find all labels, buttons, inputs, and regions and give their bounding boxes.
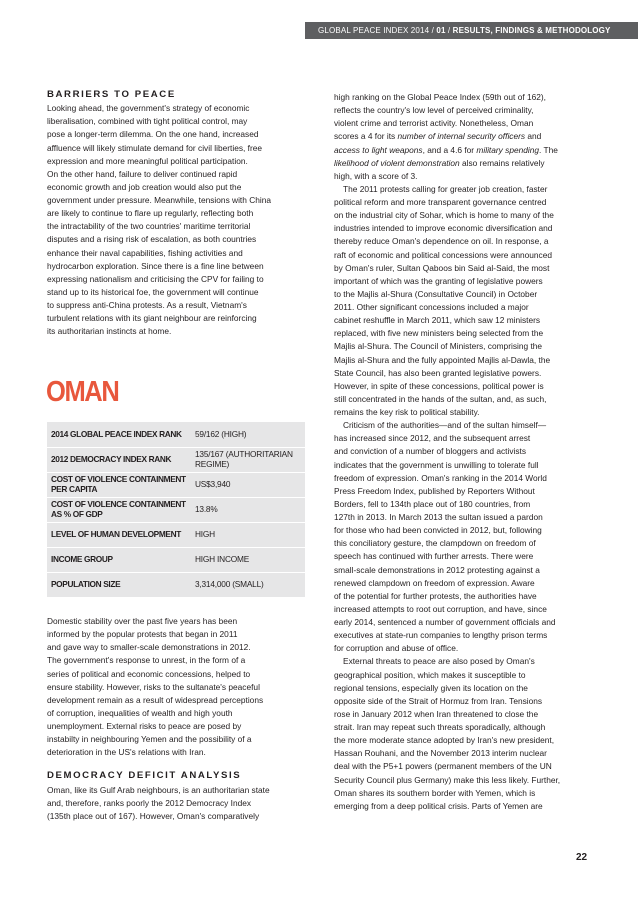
stat-value-line: HIGH <box>195 528 215 539</box>
text-line: reflects the country's low level of perceived criminality, <box>334 105 534 116</box>
stat-label-line: 2012 DEMOCRACY INDEX RANK <box>51 453 172 464</box>
stability-body <box>47 615 305 759</box>
text-line: the intractability of the two countries' maritime territorial <box>47 221 251 232</box>
text-line: thereby reduce Oman's dependence on oil. In response, a <box>334 236 549 247</box>
text-span: scores a 4 for its <box>334 131 398 142</box>
text-line: has increased since 2012, and the subsequent arrest <box>334 433 531 444</box>
text-line: Security Council plus Germany) make this less likely. Further, <box>334 774 561 785</box>
text-line: remains the key risk to political stability. <box>334 407 480 417</box>
text-line: turbulent relations with its giant neighbour are reinforcing <box>47 313 257 324</box>
text-line: violent crime and terrorist activity. Nonetheless, Oman <box>334 118 534 129</box>
country-stats-table <box>47 422 305 597</box>
text-line: External threats to peace are also posed by Oman's <box>343 656 535 667</box>
text-line: its authoritarian instincts at home. <box>47 326 172 337</box>
text-line: indicates that the government is unwilling to tolerate full <box>334 459 539 470</box>
header-separator: / <box>429 26 437 35</box>
stat-label <box>47 472 191 497</box>
stat-label-line: LEVEL OF HUMAN DEVELOPMENT <box>51 528 181 539</box>
text-line: emerging from a deep political crisis. Parts of Yemen are <box>334 800 543 811</box>
text-line: industries intended to improve economic diversification and <box>334 223 553 234</box>
text-line <box>334 144 596 157</box>
running-header <box>305 22 638 39</box>
text-line: enhance their naval capabilities, fishing activities and <box>47 247 243 258</box>
text-line: deterioration in the US's relations with Iran. <box>47 747 206 758</box>
stat-value <box>191 472 305 497</box>
text-line: the more moderate stance adopted by Iran's new president, <box>334 735 555 746</box>
text-line: Domestic stability over the past five years has been <box>47 616 238 626</box>
text-line: for corruption and abuse of office. <box>334 643 459 654</box>
text-line: unemployment. External risks to peace are posed by <box>47 721 242 731</box>
stats-row <box>47 522 305 547</box>
stat-label-line: POPULATION SIZE <box>51 579 121 590</box>
stat-value-line: US$3,940 <box>195 478 231 489</box>
text-line: speech has continued with further arrests. There were <box>334 551 534 562</box>
text-line: Borders, fell to 134th place out of 180 countries, from <box>334 498 531 509</box>
stat-value-line: HIGH INCOME <box>195 553 250 564</box>
text-line: The government's response to unrest, in the form of a <box>47 655 246 666</box>
text-line: high ranking on the Global Peace Index (59th out of 162), <box>334 92 546 102</box>
text-line: Looking ahead, the government's strategy of economic <box>47 103 250 114</box>
text-line: Majlis al-Shura and the fully appointed Majlis al-Dawla, the <box>334 354 551 365</box>
stats-row <box>47 472 305 497</box>
text-line: regional tensions, especially given its location on the <box>334 682 528 693</box>
text-line: development remain as a result of widespread perceptions <box>47 694 264 705</box>
text-line: deal with the P5+1 powers (permanent members of the UN <box>334 761 552 772</box>
text-line: expression and more meaningful political participation. <box>47 155 248 166</box>
stat-label <box>47 547 191 572</box>
text-line: Oman shares its southern border with Yemen, which is <box>334 787 536 798</box>
text-line: expressing nationalism and criticising the CPV for failing to <box>47 273 264 284</box>
text-line: government under pressure. Meanwhile, tensions with China <box>47 195 272 205</box>
text-line: important of which was the granting of legislative powers <box>334 275 543 286</box>
section-number: 01 <box>436 26 446 35</box>
barriers-body <box>47 102 305 338</box>
report-name: GLOBAL PEACE INDEX 2014 <box>318 26 430 35</box>
text-line: to the Majlis al-Shura (Consultative Council) in October <box>334 288 538 299</box>
text-line: this conciliatory gesture, the clampdown on freedom of <box>334 538 536 549</box>
text-line: Hassan Rouhani, and the November 2013 interim nuclear <box>334 748 547 759</box>
page-number: 22 <box>576 852 588 863</box>
stat-label-line: COST OF VIOLENCE CONTAINMENT <box>51 474 186 485</box>
text-line: instabilty in neighbouring Yemen and the possibility of a <box>47 734 252 745</box>
stat-label-line: COST OF VIOLENCE CONTAINMENT <box>51 499 186 510</box>
stat-value-line: 13.8% <box>195 503 218 514</box>
stats-row <box>47 422 305 447</box>
text-line: strait. Iran may repeat such threats sporadically, although <box>334 722 546 732</box>
paragraph-criticism <box>334 419 596 655</box>
text-line: by Oman's ruler, Sultan Qaboos bin Said al-Said, the most <box>334 262 550 273</box>
stat-value <box>191 522 305 547</box>
text-line: ensure stability. However, risks to the sultanate's peaceful <box>47 681 260 692</box>
text-line: economic growth and job creation would also put the <box>47 181 242 192</box>
stats-row <box>47 497 305 522</box>
stat-label <box>47 522 191 547</box>
section-heading: BARRIERS TO PEACE <box>47 89 176 100</box>
text-line: small-scale demonstrations in 2012 protesting against a <box>334 564 540 575</box>
text-line: political reform and more transparent governance centred <box>334 197 547 207</box>
text-line: rose in January 2012 when Iran threatened to close the <box>334 708 539 719</box>
text-line: Oman, like its Gulf Arab neighbours, is an authoritarian state <box>47 784 270 795</box>
section-title: RESULTS, FINDINGS & METHODOLOGY <box>452 26 611 35</box>
text-line <box>334 130 596 143</box>
stat-value <box>191 422 305 447</box>
text-line: raft of economic and political concessions were announced <box>334 249 552 260</box>
text-span: , and a 4.6 for <box>422 144 477 155</box>
text-line: are likely to continue to flare up regularly, reflecting both <box>47 208 254 219</box>
stat-label <box>47 422 191 447</box>
indicator-emphasis: military spending <box>476 144 540 155</box>
text-line <box>334 157 596 170</box>
text-line: Press Freedom Index, published by Reporters Without <box>334 485 535 496</box>
text-line: 2011. Other significant concessions included a major <box>334 302 529 312</box>
stat-label <box>47 497 191 522</box>
stat-value <box>191 547 305 572</box>
text-line: of the potential for further protests, the authorities have <box>334 590 537 601</box>
stat-label <box>47 572 191 597</box>
text-line: The 2011 protests calling for greater job creation, faster <box>343 183 548 194</box>
stat-value-line: 59/162 (HIGH) <box>195 428 247 439</box>
text-line: and gave way to smaller-scale demonstrations in 2012. <box>47 642 251 653</box>
stat-value-line: REGIME) <box>195 458 230 469</box>
indicator-emphasis: number of internal security officers <box>397 131 526 142</box>
text-line: freedom of expression. Oman's ranking in the 2014 World <box>334 472 547 483</box>
country-title: OMAN <box>46 376 119 408</box>
barriers-section <box>47 88 305 338</box>
indicator-emphasis: access to light weapons <box>334 144 423 155</box>
stat-value-line: 3,314,000 (SMALL) <box>195 579 264 590</box>
stat-label-line: PER CAPITA <box>51 483 98 494</box>
stats-row <box>47 547 305 572</box>
oman-intro <box>47 615 305 823</box>
text-line: early 2014, sentenced a number of government officials and <box>334 617 556 627</box>
stats-row <box>47 447 305 472</box>
text-line: State Council, has also been granted legislative powers. <box>334 367 542 378</box>
stat-value <box>191 497 305 522</box>
text-line: opposite side of the Strait of Hormuz from Iran. Tensions <box>334 695 543 706</box>
text-line: for those who had been convicted in 2012, but, following <box>334 525 542 536</box>
text-span: also remains relatively <box>459 157 545 168</box>
text-line: and conviction of a number of bloggers and activists <box>334 446 527 457</box>
text-line: (135th place out of 167). However, Oman's comparatively <box>47 810 260 821</box>
text-line: stand up to its historical foe, the government will continue <box>47 286 259 297</box>
text-line: increased attempts to root out corruption, and have, since <box>334 603 547 614</box>
deficit-body <box>47 784 305 823</box>
text-line: to suppress anti-China protests. As a result, Vietnam's <box>47 300 247 310</box>
text-line: series of political and economic concessions, helped to <box>47 668 251 679</box>
text-line: Criticism of the authorities—and of the sultan himself— <box>343 420 547 431</box>
section-heading: DEMOCRACY DEFICIT ANALYSIS <box>47 770 242 782</box>
paragraph-external-threats <box>334 655 596 813</box>
text-line: Majlis al-Shura. The Council of Ministers, comprising the <box>334 341 543 352</box>
header-separator: / <box>445 26 453 35</box>
stat-label-line: AS % OF GDP <box>51 508 103 519</box>
stat-label-line: 2014 GLOBAL PEACE INDEX RANK <box>51 428 182 439</box>
text-line: disputes and a rising risk of escalation, as both countries <box>47 234 257 245</box>
text-line: However, in spite of these concessions, political power is <box>334 380 544 391</box>
stat-value <box>191 572 305 597</box>
text-line: affluence will likely stimulate demand for civil liberties, free <box>47 142 263 153</box>
text-line: liberalisation, combined with tight political control, may <box>47 116 248 127</box>
stat-label <box>47 447 191 472</box>
paragraph-protests <box>334 183 596 419</box>
indicator-emphasis: likelihood of violent demonstration <box>334 157 460 168</box>
text-line: renewed clampdown on freedom of expression. Aware <box>334 577 535 588</box>
text-span: . The <box>539 144 558 155</box>
text-line: executives at state-run companies to lengthy prison terms <box>334 630 548 641</box>
stats-row <box>47 572 305 597</box>
text-line: of corruption, inequalities of wealth and high youth <box>47 707 233 718</box>
text-line: and, therefore, ranks poorly the 2012 Democracy Index <box>47 797 252 808</box>
stat-label-line: INCOME GROUP <box>51 553 113 564</box>
text-line: on the industrial city of Sohar, which is home to many of the <box>334 210 554 221</box>
stat-value-line: 135/167 (AUTHORITARIAN <box>195 449 293 460</box>
text-span: and <box>525 131 542 142</box>
stat-value <box>191 447 305 472</box>
text-line: 127th in 2013. In March 2013 the sultan issued a pardon <box>334 512 543 522</box>
text-line: still concentrated in the hands of the sultan, and, as such, <box>334 393 547 404</box>
text-line: informed by the popular protests that began in 2011 <box>47 629 238 640</box>
text-line: hydrocarbon exploration. Since there is a fine line between <box>47 260 264 271</box>
text-line: pose a longer-term dilemma. On the one hand, increased <box>47 129 259 140</box>
text-line: geographical position, which makes it susceptible to <box>334 669 526 680</box>
text-line: high, with a score of 3. <box>334 170 418 181</box>
text-line: replaced, with five new ministers being selected from the <box>334 328 544 339</box>
right-column <box>334 91 596 813</box>
text-line: cabinet reshuffle in March 2011, which saw 12 ministers <box>334 315 541 326</box>
text-line: On the other hand, failure to deliver continued rapid <box>47 168 238 179</box>
